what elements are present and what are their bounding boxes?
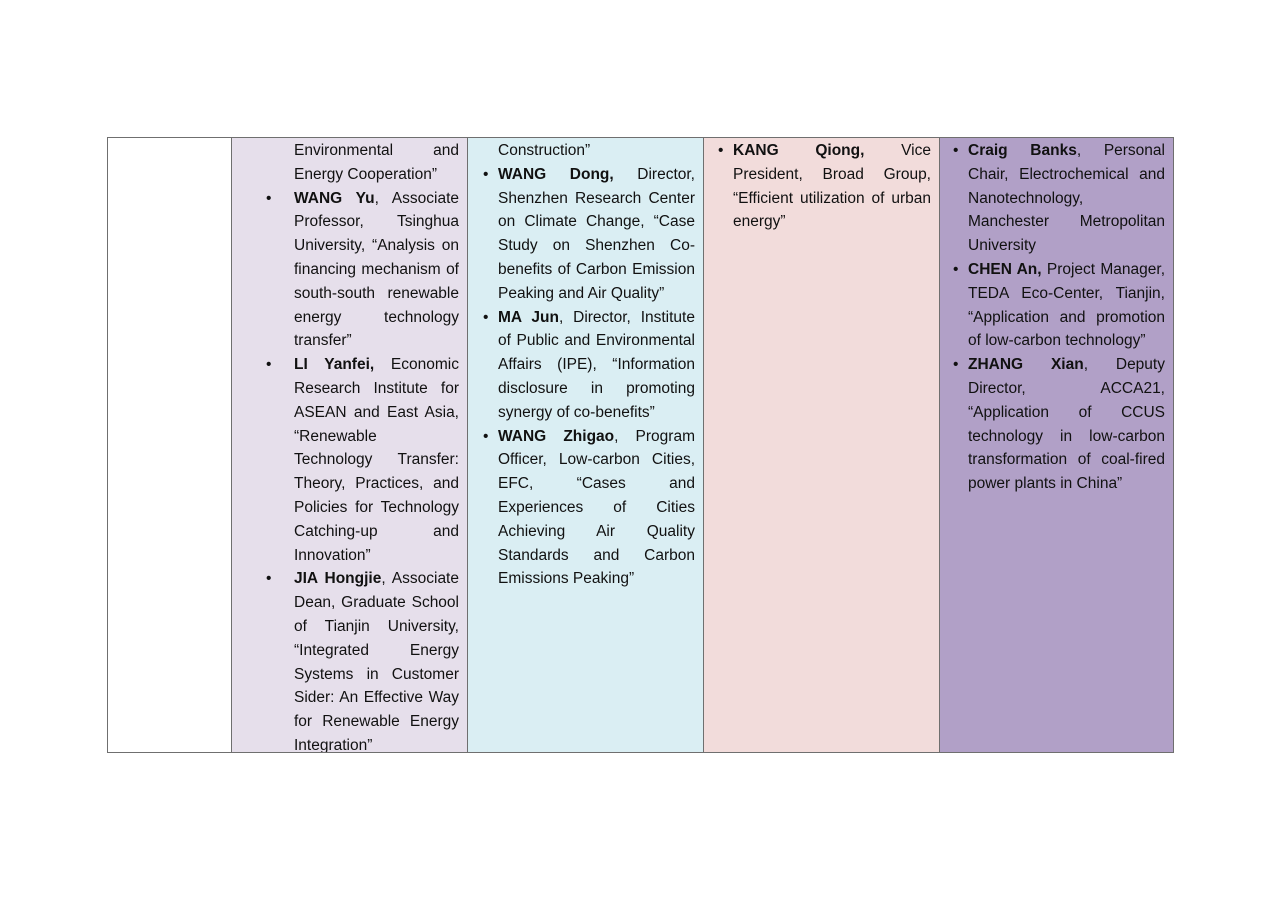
continuation-text: Construction” bbox=[498, 142, 591, 159]
speaker-list bbox=[232, 187, 467, 752]
speaker-name: WANG Dong, bbox=[498, 165, 614, 183]
table-cell-empty bbox=[108, 138, 231, 752]
speaker-details: Director, Shenzhen Research Center on Climate Change, “Case Study on Shenzhen Co-benefits of Carbon Emission Peaking and Air Quality” bbox=[498, 165, 695, 302]
table-cell-col2 bbox=[467, 138, 703, 752]
list-item bbox=[940, 353, 1173, 496]
speaker-list bbox=[704, 139, 939, 234]
speaker-name: WANG Zhigao bbox=[498, 427, 615, 445]
speaker-table bbox=[107, 137, 1174, 753]
list-item bbox=[704, 139, 939, 234]
list-item bbox=[940, 258, 1173, 353]
speaker-details: Project Manager, TEDA Eco-Center, Tianjin, “Application and promotion of low-carbon technology” bbox=[968, 260, 1166, 350]
speaker-details: , Personal Chair, Electrochemical and Nanotechnology, Manchester Metropolitan University bbox=[968, 142, 1165, 255]
speaker-list bbox=[468, 163, 703, 591]
speaker-details: Vice President, Broad Group, “Efficient utilization of urban energy” bbox=[733, 142, 931, 231]
speaker-details: , Director, Institute of Public and Environmental Affairs (IPE), “Information disclosure in promoting synergy of co-benefits” bbox=[498, 308, 695, 421]
continuation-text: Environmental and Energy Cooperation” bbox=[294, 142, 459, 183]
speaker-details: , Associate Professor, Tsinghua University, “Analysis on financing mechanism of south-south renewable energy technology transfer” bbox=[294, 189, 459, 350]
speaker-details: , Program Officer, Low-carbon Cities, EFC, “Cases and Experiences of Cities Achieving Air Quality Standards and Carbon Emissions Peaking” bbox=[498, 427, 695, 588]
list-item bbox=[232, 567, 467, 752]
table-cell-col4 bbox=[939, 138, 1173, 752]
speaker-name: WANG Yu bbox=[294, 189, 375, 207]
speaker-name: Craig Banks bbox=[968, 142, 1077, 159]
speaker-list bbox=[940, 139, 1173, 496]
speaker-name: KANG Qiong, bbox=[733, 142, 865, 159]
speaker-details: , Deputy Director, ACCA21, “Application of CCUS technology in low-carbon transformation of coal-fired power plants in China” bbox=[968, 356, 1165, 493]
list-item bbox=[468, 306, 703, 425]
speaker-name: ZHANG Xian bbox=[968, 356, 1084, 374]
list-item bbox=[232, 353, 467, 567]
list-item bbox=[232, 187, 467, 354]
list-item bbox=[468, 163, 703, 306]
list-item bbox=[940, 139, 1173, 258]
speaker-name: LI Yanfei, bbox=[294, 356, 375, 374]
table-cell-col3 bbox=[703, 138, 939, 752]
speaker-details: , Associate Dean, Graduate School of Tianjin University, “Integrated Energy Systems in Customer Sider: An Effective Way for Renewable Energy Integration” bbox=[294, 570, 459, 752]
speaker-name: JIA Hongjie bbox=[294, 570, 382, 588]
speaker-name: CHEN An, bbox=[968, 260, 1042, 278]
list-item bbox=[468, 425, 703, 592]
table-cell-col1 bbox=[231, 138, 467, 752]
speaker-name: MA Jun bbox=[498, 308, 559, 326]
speaker-details: Economic Research Institute for ASEAN and East Asia, “Renewable Technology Transfer: Theory, Practices, and Policies for Technology Catching-up and Innovation” bbox=[294, 356, 459, 564]
